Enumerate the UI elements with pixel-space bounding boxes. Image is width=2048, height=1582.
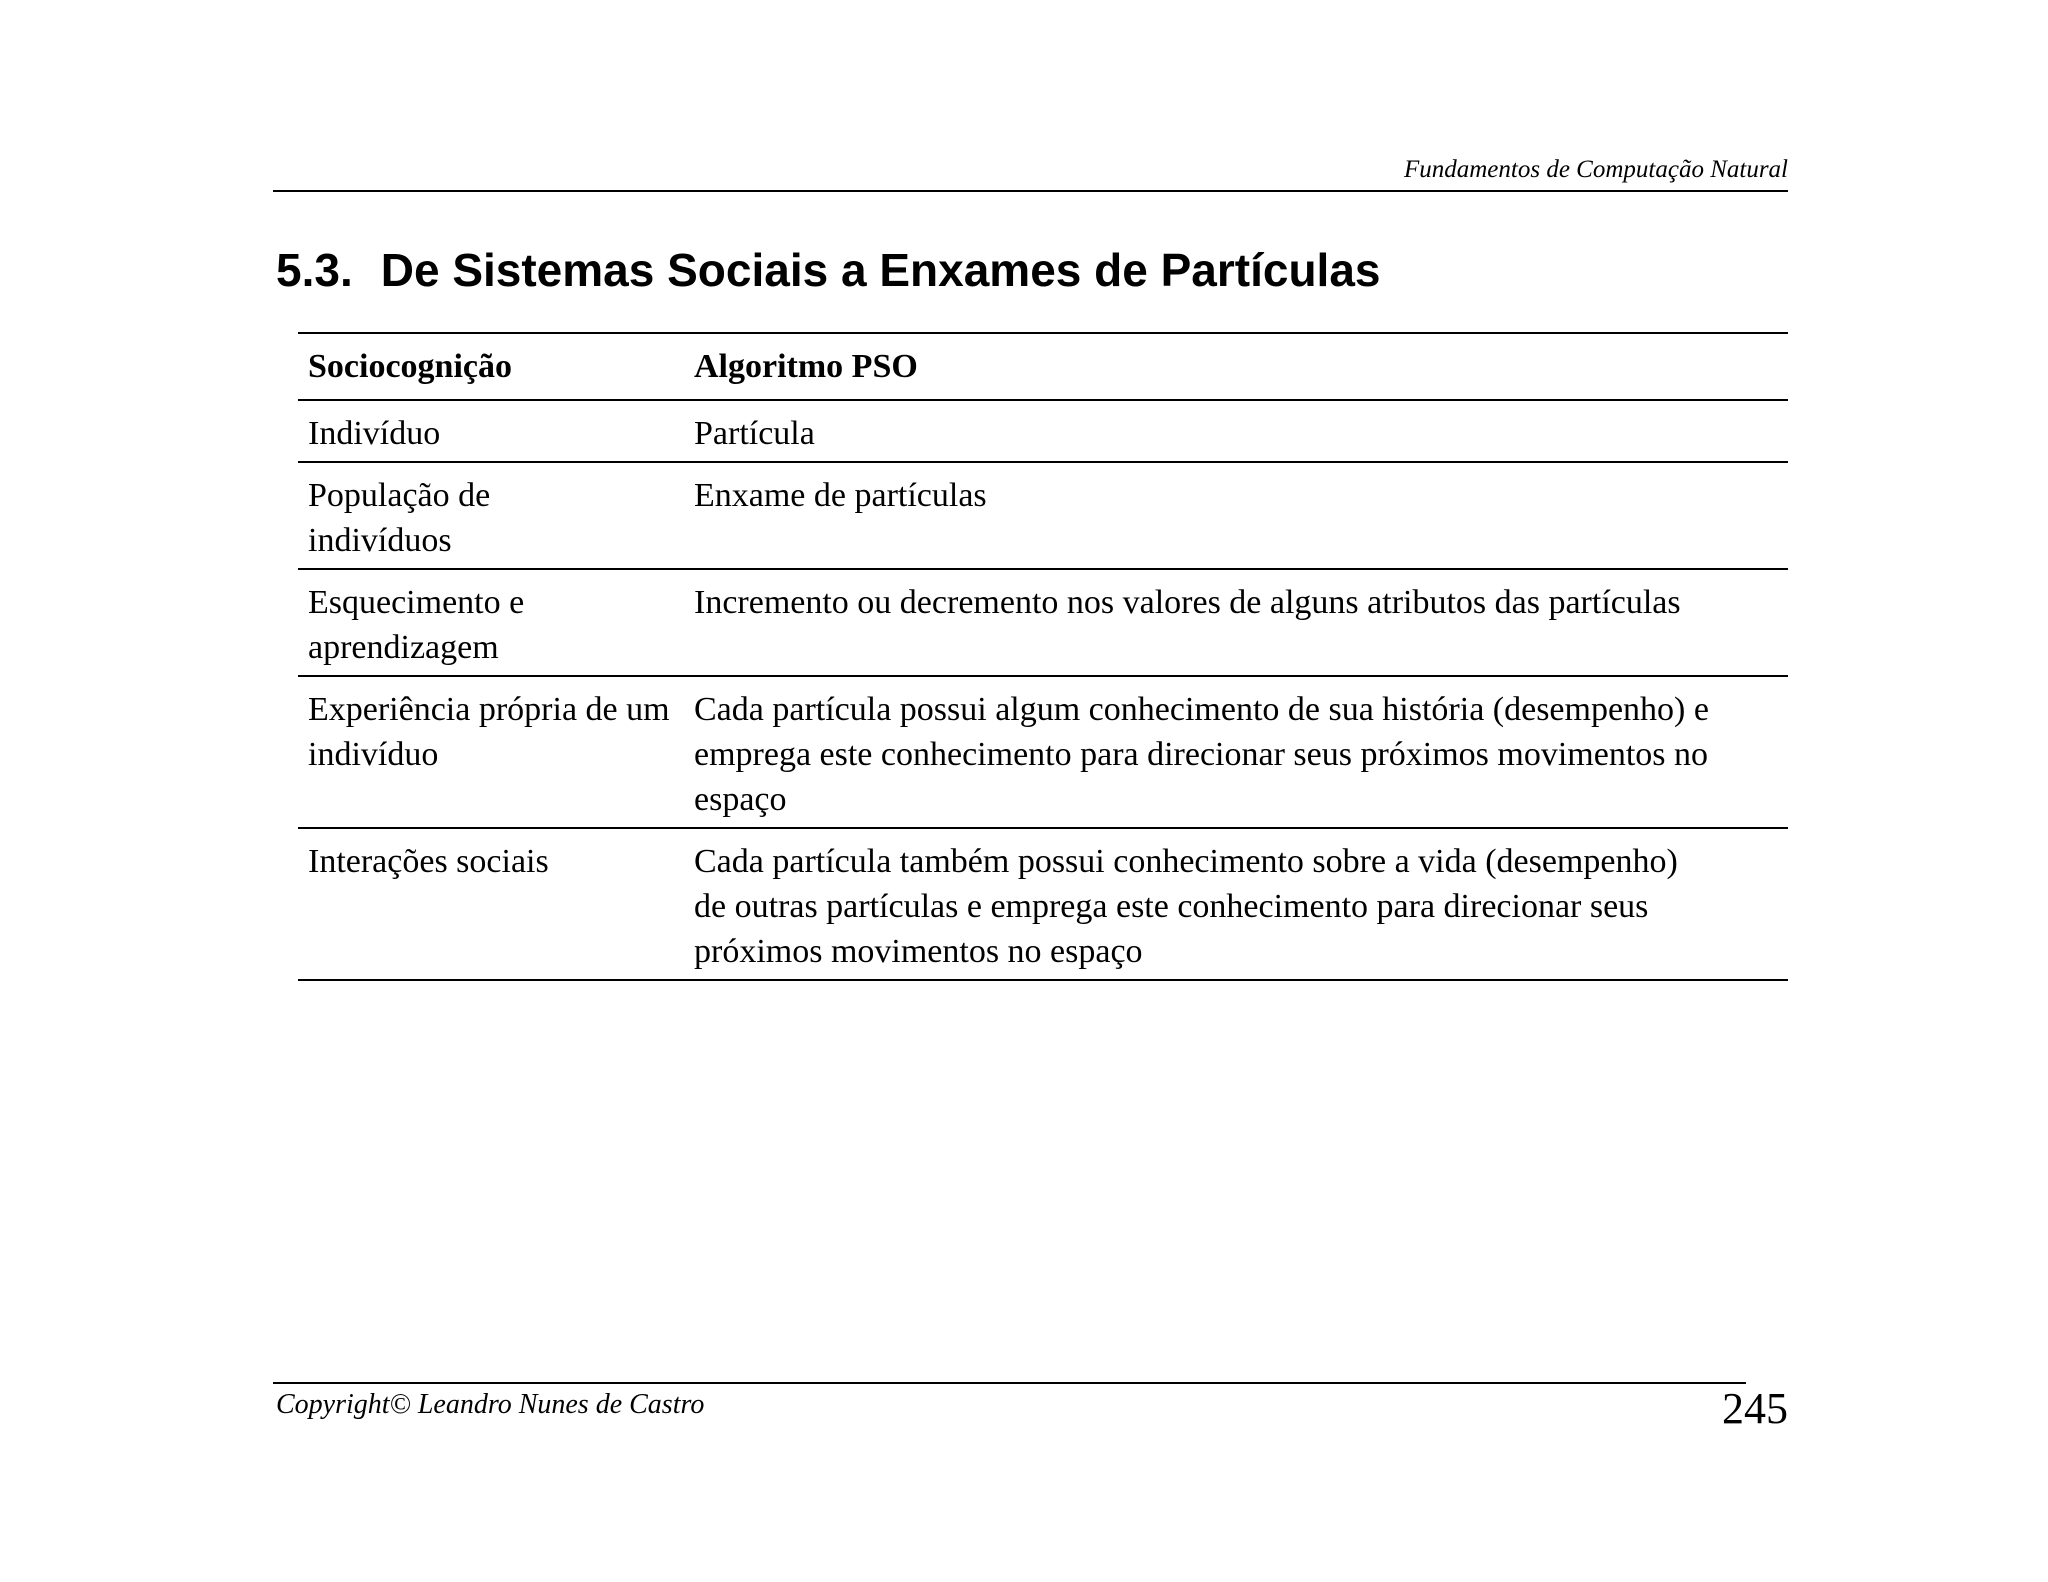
table-row (298, 569, 1788, 676)
footer-rule (273, 1382, 1746, 1384)
table-cell-concept: População de indivíduos (298, 462, 684, 569)
table-cell-pso: Cada partícula possui algum conhecimento de sua história (desempenho) e emprega este conhecimento para direcionar seus próximos movimentos no espaço (684, 676, 1788, 828)
table-row (298, 462, 1788, 569)
table-cell-pso: Incremento ou decremento nos valores de alguns atributos das partículas (684, 569, 1788, 676)
column-header-sociocognition: Sociocognição (298, 333, 684, 400)
table-cell-pso: Cada partícula também possui conhecimento sobre a vida (desempenho) de outras partículas e emprega este conhecimento para direcionar seus próximos movimentos no espaço (684, 828, 1788, 980)
concept-mapping-table (298, 332, 1788, 981)
table-row (298, 676, 1788, 828)
page-number: 245 (1722, 1384, 1788, 1433)
table-cell-concept: Interações sociais (298, 828, 684, 980)
table-row (298, 400, 1788, 462)
column-header-pso: Algoritmo PSO (684, 333, 1788, 400)
table-row (298, 828, 1788, 980)
section-title: De Sistemas Sociais a Enxames de Partículas (380, 244, 1381, 296)
table-cell-pso: Partícula (684, 400, 1788, 462)
table-cell-concept: Esquecimento e aprendizagem (298, 569, 684, 676)
running-header: Fundamentos de Computação Natural (1403, 156, 1788, 183)
table-cell-concept: Indivíduo (298, 400, 684, 462)
table-cell-pso: Enxame de partículas (684, 462, 1788, 569)
section-number: 5.3. (276, 244, 353, 296)
table-header-row (298, 333, 1788, 400)
header-rule (273, 190, 1788, 192)
copyright-notice: Copyright© Leandro Nunes de Castro (276, 1389, 705, 1420)
section-heading (276, 240, 1381, 300)
table-cell-concept: Experiência própria de um indivíduo (298, 676, 684, 828)
